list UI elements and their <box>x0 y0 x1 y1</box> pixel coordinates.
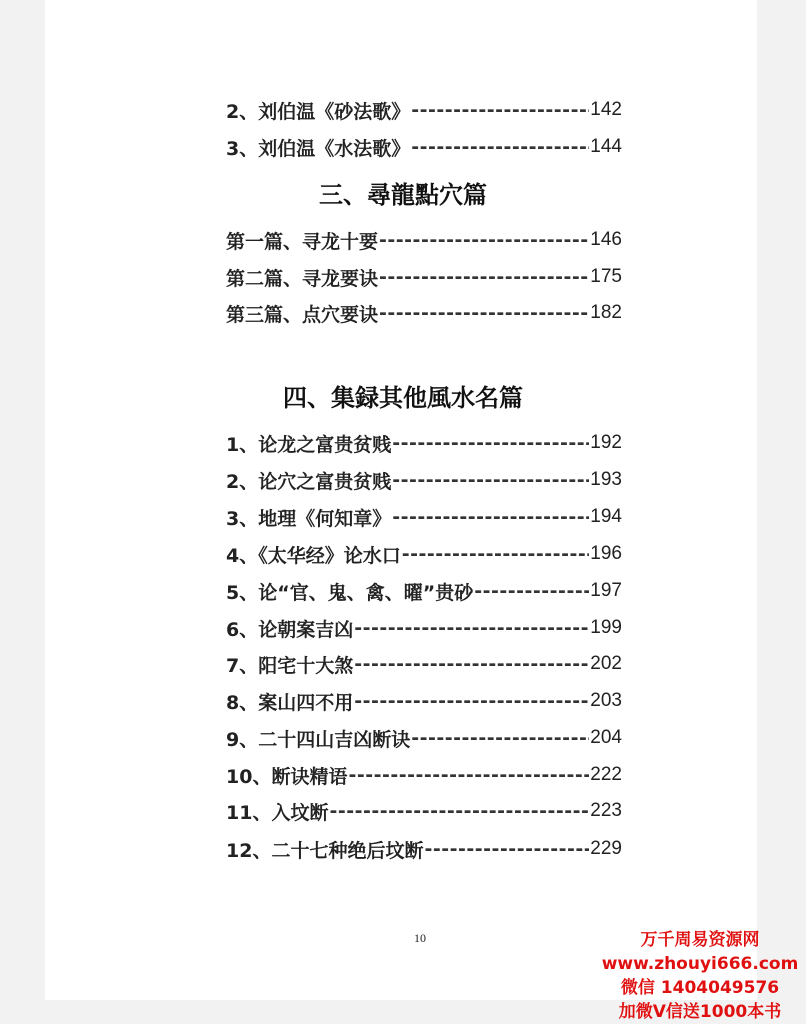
toc-entry-label: 3、刘伯温《水法歌》 <box>226 137 411 160</box>
toc-entry-label: 第二篇、寻龙要诀 <box>226 267 379 290</box>
section-heading: 四、集録其他風水名篇 <box>283 383 523 412</box>
toc-entry-label: 12、二十七种绝后坟断 <box>226 839 424 862</box>
toc-entry[interactable] <box>226 298 622 328</box>
toc-entry[interactable] <box>226 262 622 292</box>
toc-entry-label: 2、刘伯温《砂法歌》 <box>226 100 411 123</box>
toc-entry-page: 196 <box>590 543 622 564</box>
toc-entry-label: 6、论朝案吉凶 <box>226 618 354 641</box>
dot-leader <box>411 136 589 158</box>
watermark-line: 加微V信送1000本书 <box>618 1002 782 1022</box>
toc-entry[interactable] <box>226 132 622 162</box>
dot-leader <box>474 580 589 602</box>
dot-leader <box>379 266 589 288</box>
dot-leader <box>392 432 589 454</box>
dot-leader <box>379 229 589 251</box>
toc-entry[interactable] <box>226 539 622 569</box>
toc-entry-page: 192 <box>590 432 622 453</box>
toc-entry-page: 202 <box>590 653 622 674</box>
toc-entry-label: 10、断诀精语 <box>226 765 348 788</box>
toc-entry-page: 199 <box>590 617 622 638</box>
toc-entry-page: 194 <box>590 506 622 527</box>
dot-leader <box>348 764 589 786</box>
watermark <box>600 928 800 1024</box>
toc-entry-page: 182 <box>590 302 622 323</box>
toc-entry[interactable] <box>226 95 622 125</box>
toc-entry-page: 222 <box>590 764 622 785</box>
dot-leader <box>411 727 589 749</box>
toc-entry-page: 144 <box>590 136 622 157</box>
toc-entry[interactable] <box>226 428 622 458</box>
toc-entry-label: 9、二十四山吉凶断诀 <box>226 728 411 751</box>
toc-entry[interactable] <box>226 760 622 790</box>
toc-entry[interactable] <box>226 502 622 532</box>
toc-entry[interactable] <box>226 225 622 255</box>
dot-leader <box>329 800 589 822</box>
toc-entry-page: 175 <box>590 266 622 287</box>
toc-entry-page: 142 <box>590 99 622 120</box>
toc-entry-page: 193 <box>590 469 622 490</box>
section-heading: 三、尋龍點穴篇 <box>319 180 487 209</box>
page-number: 10 <box>414 931 426 945</box>
dot-leader <box>354 690 589 712</box>
toc-entry-page: 223 <box>590 800 622 821</box>
dot-leader <box>402 543 590 565</box>
toc-entry-label: 1、论龙之富贵贫贱 <box>226 433 392 456</box>
dot-leader <box>411 99 589 121</box>
toc-entry-label: 2、论穴之富贵贫贱 <box>226 470 392 493</box>
toc-entry-label: 第一篇、寻龙十要 <box>226 230 379 253</box>
toc-entry-label: 5、论“官、鬼、禽、曜”贵砂 <box>226 581 474 604</box>
toc-entry-label: 4、《太华经》论水口 <box>226 544 401 567</box>
dot-leader <box>392 506 589 528</box>
toc-entry-label: 8、案山四不用 <box>226 691 354 714</box>
toc-entry-label: 第三篇、点穴要诀 <box>226 303 379 326</box>
dot-leader <box>424 838 589 860</box>
toc-entry-page: 204 <box>590 727 622 748</box>
toc-entry-label: 7、阳宅十大煞 <box>226 654 354 677</box>
toc-entry[interactable] <box>226 649 622 679</box>
dot-leader <box>354 617 589 639</box>
dot-leader <box>379 302 589 324</box>
toc-entry[interactable] <box>226 686 622 716</box>
toc-entry[interactable] <box>226 796 622 826</box>
toc-entry[interactable] <box>226 613 622 643</box>
toc-entry[interactable] <box>226 576 622 606</box>
dot-leader <box>354 653 589 675</box>
toc-entry-page: 203 <box>590 690 622 711</box>
toc-entry[interactable] <box>226 834 622 864</box>
watermark-line: 微信 1404049576 <box>620 978 780 998</box>
toc-entry-page: 197 <box>590 580 622 601</box>
watermark-line: 万千周易资源网 <box>640 930 760 950</box>
toc-entry-label: 3、地理《何知章》 <box>226 507 392 530</box>
dot-leader <box>392 469 589 491</box>
toc-entry-label: 11、入坟断 <box>226 801 329 824</box>
toc-entry[interactable] <box>226 465 622 495</box>
toc-entry[interactable] <box>226 723 622 753</box>
toc-entry-page: 146 <box>590 229 622 250</box>
watermark-line: www.zhouyi666.com <box>601 954 799 974</box>
toc-entry-page: 229 <box>590 838 622 859</box>
